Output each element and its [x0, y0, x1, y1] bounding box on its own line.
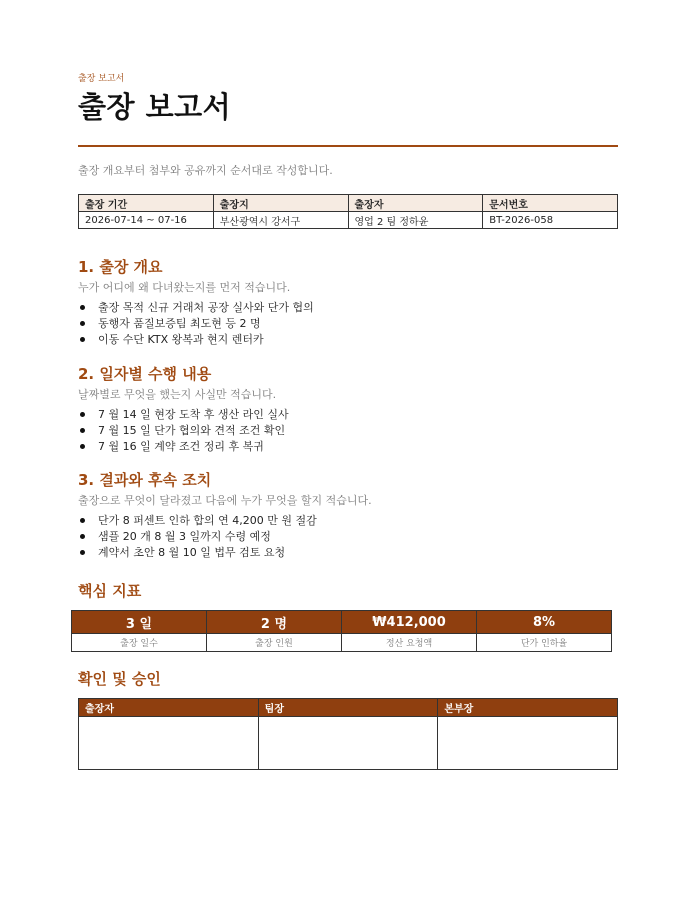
metrics-heading: 핵심 지표	[78, 582, 142, 600]
bullet-icon	[80, 412, 85, 417]
intro-text: 출장 개요부터 첨부와 공유까지 순서대로 작성합니다.	[78, 164, 333, 177]
metrics-label-row	[72, 634, 612, 652]
list-item-text: 동행자 품질보증팀 최도현 등 2 명	[98, 317, 261, 330]
section-description: 누가 어디에 왜 다녀왔는지를 먼저 적습니다.	[78, 281, 291, 294]
trip-days-value: 3 일	[72, 611, 207, 634]
price-reduction-label: 단가 인하율	[477, 634, 612, 652]
team-lead-sign-header: 팀장	[258, 699, 438, 717]
bullet-icon	[80, 305, 85, 310]
list-item	[78, 529, 618, 545]
settlement-amount-label: 정산 요청액	[342, 634, 477, 652]
approval-sign-row	[79, 717, 618, 770]
bullet-list	[78, 513, 618, 561]
section-results	[78, 469, 618, 561]
title-divider	[78, 145, 618, 147]
division-head-sign-box[interactable]	[438, 717, 618, 770]
trip-info-table	[78, 194, 618, 229]
metrics-section	[78, 580, 618, 602]
list-item-text: 7 월 16 일 계약 조건 정리 후 복귀	[98, 440, 264, 453]
team-lead-sign-box[interactable]	[258, 717, 438, 770]
list-item-text: 7 월 14 일 현장 도착 후 생산 라인 실사	[98, 408, 289, 421]
traveler-value: 영업 2 팀 정하윤	[348, 212, 483, 229]
traveler-sign-box[interactable]	[79, 717, 259, 770]
trip-people-label: 출장 인원	[207, 634, 342, 652]
list-item-text: 단가 8 퍼센트 인하 합의 연 4,200 만 원 절감	[98, 514, 317, 527]
division-head-sign-header: 본부장	[438, 699, 618, 717]
list-item-text: 샘플 20 개 8 월 3 일까지 수령 예정	[98, 530, 271, 543]
list-item	[78, 300, 618, 316]
list-item-text: 계약서 초안 8 월 10 일 법무 검토 요청	[98, 546, 286, 559]
list-item-text: 이동 수단 KTX 왕복과 현지 렌터카	[98, 333, 264, 346]
document-number-header: 문서번호	[483, 195, 618, 212]
list-item	[78, 332, 618, 348]
section-description: 출장으로 무엇이 달라졌고 다음에 누가 무엇을 할지 적습니다.	[78, 494, 372, 507]
list-item-text: 출장 목적 신규 거래처 공장 실사와 단가 협의	[98, 301, 314, 314]
approval-table	[78, 698, 618, 770]
list-item-text: 7 월 15 일 단가 협의와 견적 조건 확인	[98, 424, 286, 437]
trip-people-value: 2 명	[207, 611, 342, 634]
trip-period-value: 2026-07-14 ~ 07-16	[79, 212, 214, 229]
bullet-icon	[80, 428, 85, 433]
destination-value: 부산광역시 강서구	[213, 212, 348, 229]
approval-section	[78, 668, 618, 690]
trip-days-label: 출장 일수	[72, 634, 207, 652]
bullet-icon	[80, 518, 85, 523]
document-kicker: 출장 보고서	[78, 74, 125, 84]
bullet-list	[78, 300, 618, 348]
trip-info-value-row	[79, 212, 618, 229]
section-daily-activities	[78, 363, 618, 455]
approval-header-row	[79, 699, 618, 717]
settlement-amount-value: ₩412,000	[342, 611, 477, 634]
traveler-sign-header: 출장자	[79, 699, 259, 717]
section-heading: 1. 출장 개요	[78, 258, 163, 276]
bullet-icon	[80, 444, 85, 449]
trip-period-header: 출장 기간	[79, 195, 214, 212]
bullet-icon	[80, 321, 85, 326]
document-number-value: BT-2026-058	[483, 212, 618, 229]
list-item	[78, 439, 618, 455]
list-item	[78, 513, 618, 529]
list-item	[78, 407, 618, 423]
key-metrics-table	[71, 610, 612, 652]
bullet-list	[78, 407, 618, 455]
list-item	[78, 423, 618, 439]
list-item	[78, 545, 618, 561]
bullet-icon	[80, 534, 85, 539]
metrics-value-row	[72, 611, 612, 634]
section-description: 날짜별로 무엇을 했는지 사실만 적습니다.	[78, 388, 277, 401]
destination-header: 출장지	[213, 195, 348, 212]
section-heading: 2. 일자별 수행 내용	[78, 365, 212, 383]
page-title: 출장 보고서	[78, 90, 232, 124]
bullet-icon	[80, 337, 85, 342]
traveler-header: 출장자	[348, 195, 483, 212]
section-heading: 3. 결과와 후속 조치	[78, 471, 212, 489]
section-overview	[78, 256, 618, 348]
trip-info-header-row	[79, 195, 618, 212]
list-item	[78, 316, 618, 332]
bullet-icon	[80, 550, 85, 555]
price-reduction-value: 8%	[477, 611, 612, 634]
approval-heading: 확인 및 승인	[78, 670, 161, 688]
